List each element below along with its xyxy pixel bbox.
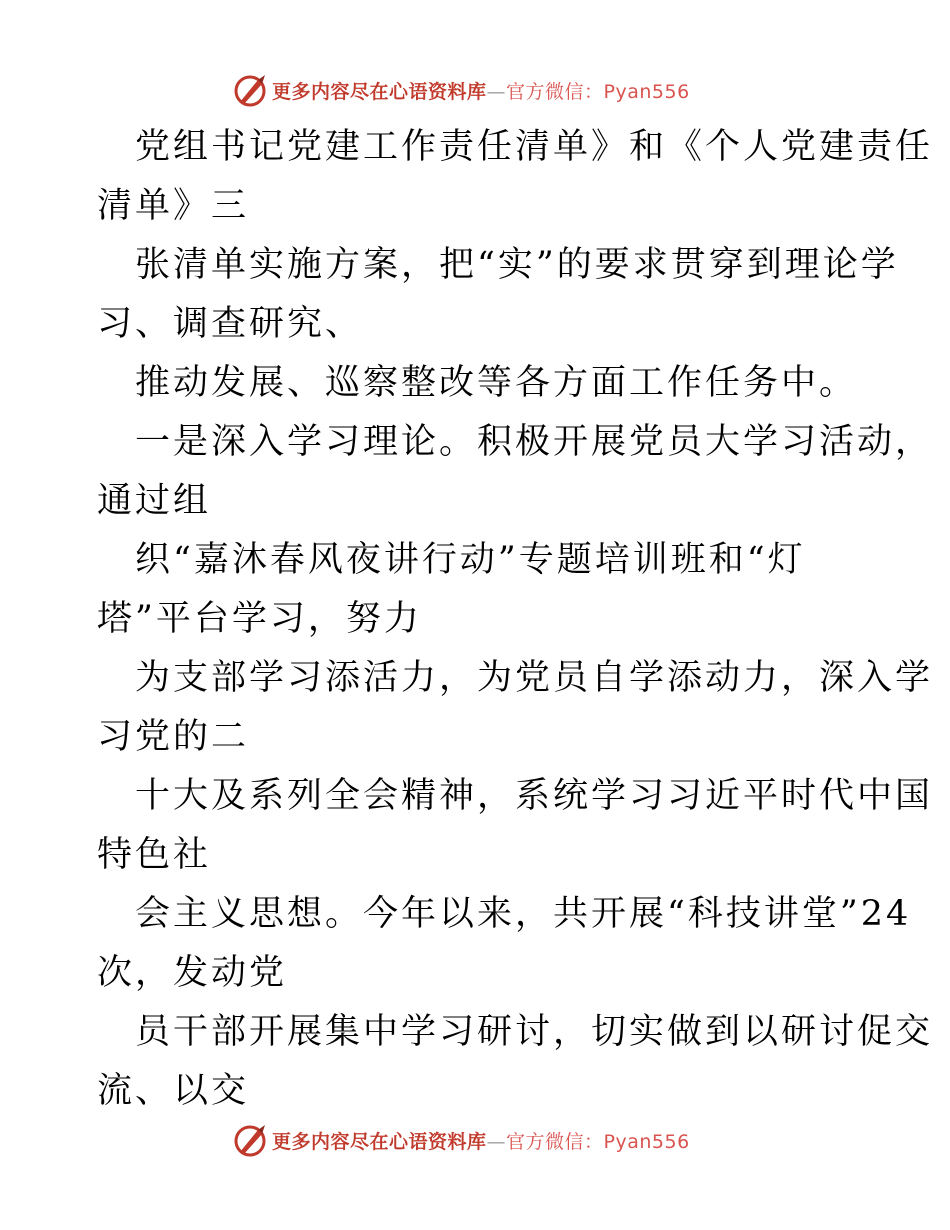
header-banner xyxy=(232,70,712,110)
text-line: 织“嘉沐春风夜讲行动”专题培训班和“灯 xyxy=(135,540,806,580)
banner-text xyxy=(272,1127,690,1154)
text-line: 推动发展、巡察整改等各方面工作任务中。 xyxy=(135,363,858,403)
quill-pen-logo-icon xyxy=(232,1122,268,1158)
banner-brand: 更多内容尽在心语资料库 xyxy=(272,1130,487,1153)
text-line: 特色社 xyxy=(97,835,212,875)
quill-pen-logo-icon xyxy=(232,72,268,108)
text-line: 党组书记党建工作责任清单》和《个人党建责任 xyxy=(135,127,934,167)
text-line: 员干部开展集中学习研讨，切实做到以研讨促交 xyxy=(135,1012,934,1052)
text-line: 一是深入学习理论。积极开展党员大学习活动， xyxy=(135,422,934,462)
banner-dash: — xyxy=(486,1130,507,1153)
text-line: 为支部学习添活力，为党员自学添动力，深入学 xyxy=(135,658,934,698)
text-line: 通过组 xyxy=(97,481,212,521)
text-line: 流、以交 xyxy=(97,1071,250,1111)
text-line: 习党的二 xyxy=(97,717,250,757)
text-line: 习、调查研究、 xyxy=(97,304,364,344)
text-line: 张清单实施方案，把“实”的要求贯穿到理论学 xyxy=(135,245,899,285)
text-line: 清单》三 xyxy=(97,186,250,226)
banner-wechat: 官方微信：Pyan556 xyxy=(506,80,690,103)
banner-brand: 更多内容尽在心语资料库 xyxy=(272,80,487,103)
footer-banner xyxy=(232,1120,712,1160)
banner-wechat: 官方微信：Pyan556 xyxy=(506,1130,690,1153)
text-line: 会主义思想。今年以来，共开展“科技讲堂”24 xyxy=(135,894,912,934)
text-line: 塔”平台学习，努力 xyxy=(97,599,422,639)
text-line: 十大及系列全会精神，系统学习习近平时代中国 xyxy=(135,776,934,816)
document-body xyxy=(97,118,934,1121)
banner-text xyxy=(272,77,690,104)
text-line: 次，发动党 xyxy=(97,953,288,993)
banner-dash: — xyxy=(486,80,507,103)
